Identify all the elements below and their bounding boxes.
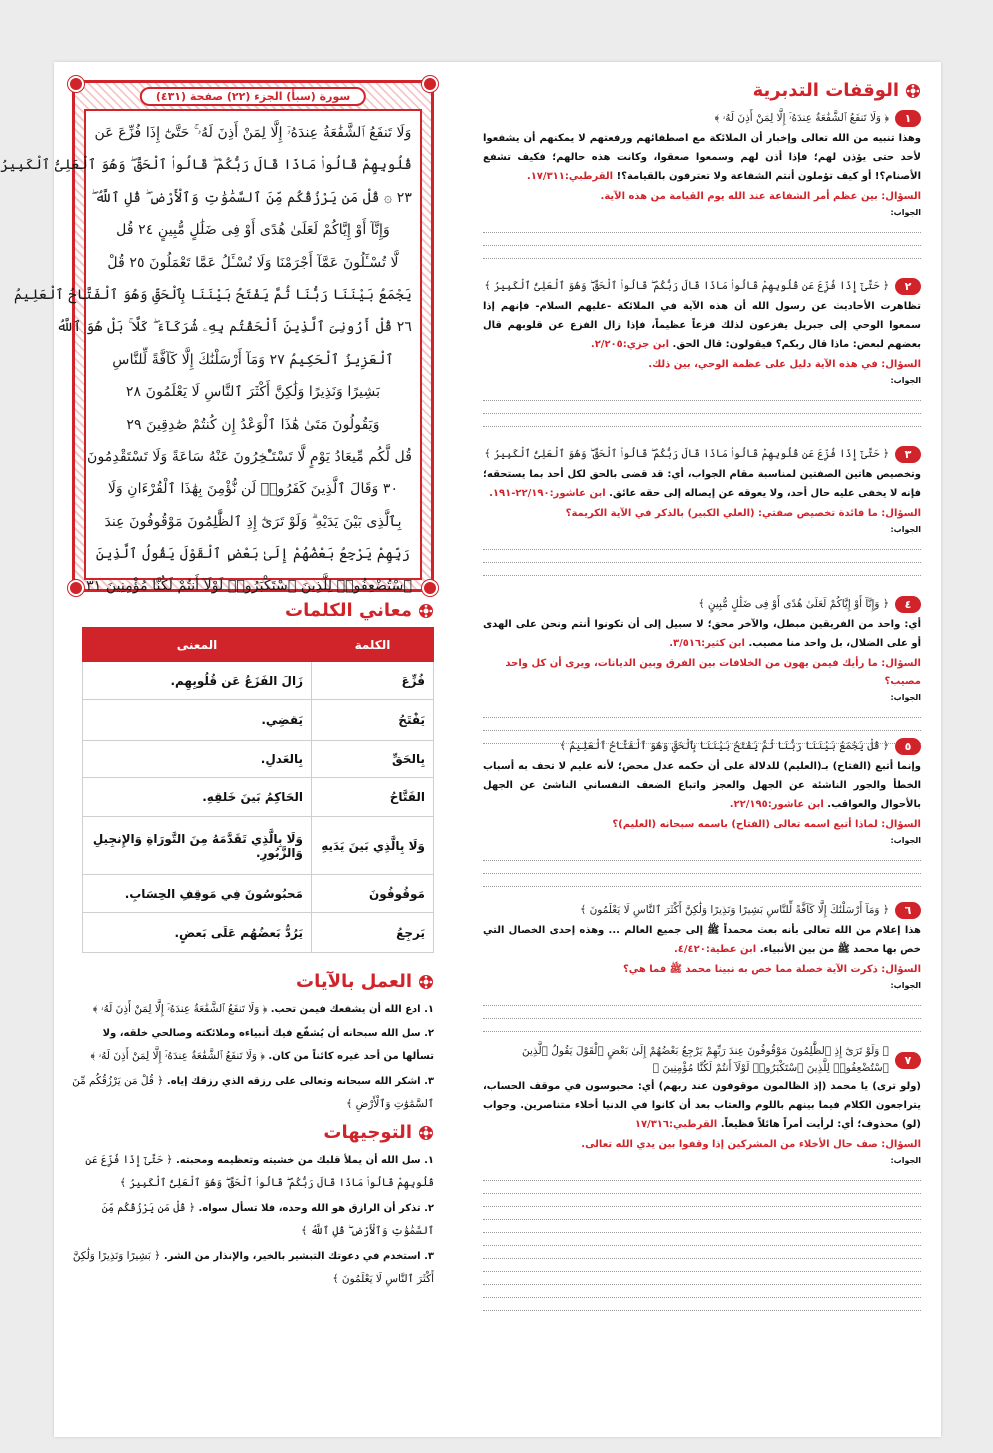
left-column <box>0 80 434 1293</box>
tadabbur-item <box>483 735 921 899</box>
page <box>0 62 941 1437</box>
list-item: ٢. سل الله سبحانه أن يُشفّع فيك أنبياءه وملائكته وصالحي خلقه، ولا تسألها من أحد غيره كائناً من كان. ﴿ وَلَا تَنفَعُ ٱلشَّفَٰعَةُ عِندَهُۥٓ إِلَّا لِمَنْ أَذِنَ لَهُۥ ﴾ <box>90 1028 434 1062</box>
list-item: ١. سل الله أن يملأ قلبك من خشيته وتعظيمه ومحبته. ﴿ حَتَّىٰٓ إِذَا فُزِّعَ عَن قُلُوبِهِمْ قَالُوا۟ مَاذَا قَالَ رَبُّكُمْ ۖ قَالُوا۟ ٱلْحَقَّ ۖ وَهُوَ ٱلْعَلِىُّ ٱلْكَبِيرُ ﴾ <box>85 1154 434 1189</box>
answer-line[interactable] <box>483 233 921 246</box>
meaning-cell: زَالَ الفَزَعُ عَن قُلُوبِهِم. <box>83 662 312 700</box>
answer-line[interactable] <box>483 1259 921 1272</box>
item-text: تظاهرت الأحاديث عن رسول الله أن هذه الآية في الملائكة -عليهم السلام- فإنهم إذا سمعوا الوحي إلى جبريل يفزعون لذلك فزعاً عظيماً، فإذا زال الفزع عن قلوبهم قال بعضهم لبعض: ماذا قال ربكم؟ فيقولون: قال الحق. ابن جزي:٢/٢٠٥. <box>483 301 921 350</box>
list-item: ٣. اشكر الله سبحانه وتعالى على رزقه الذي رزقك إياه. ﴿ قُلْ مَن يَرْزُقُكُم مِّنَ ٱلسَّمَٰوَٰتِ وَٱلْأَرْضِ ﴾ <box>72 1075 434 1110</box>
tawjihat-title: التوجيهات <box>72 1122 434 1143</box>
item-source: القرطبي:١٧/٣١٦ <box>634 1119 718 1130</box>
answer-line[interactable] <box>483 1207 921 1220</box>
list-ayah: ﴿ وَلَا تَنفَعُ ٱلشَّفَٰعَةُ عِندَهُۥٓ إِلَّا لِمَنْ أَذِنَ لَهُۥ ﴾ <box>90 1050 265 1062</box>
item-text: أي: واحد من الفريقين مبطل، والآخر محق؛ لا سبيل إلى أن تكونوا أنتم ونحن على الهدى أو على الضلال، بل واحد منا مصيب. ابن كثير:٣/٥١٦. <box>483 619 921 649</box>
list-ayah: ﴿ حَتَّىٰٓ إِذَا فُزِّعَ عَن قُلُوبِهِمْ قَالُوا۟ مَاذَا قَالَ رَبُّكُمْ ۖ قَالُوا۟ ٱلْحَقَّ ۖ وَهُوَ ٱلْعَلِىُّ ٱلْكَبِيرُ ﴾ <box>85 1154 434 1189</box>
item-text: هذا إعلام من الله تعالى بأنه بعث محمداً ﷺ إلى جميع العالم ... وهذه إحدى الخصال التي خص بها محمد ﷺ من بين الأنبياء. ابن عطية:٤/٤٢٠. <box>483 925 921 955</box>
answer-line[interactable] <box>483 1285 921 1298</box>
item-ayah: ﴿ وَإِنَّآ أَوْ إِيَّاكُمْ لَعَلَىٰ هُدًى أَوْ فِى ضَلَٰلٍ مُّبِينٍ ﴾ <box>698 597 889 610</box>
item-number: ٥ <box>895 738 921 755</box>
item-ayah: ﴿ حَتَّىٰٓ إِذَا فُزِّعَ عَن قُلُوبِهِمْ قَالُوا۟ مَاذَا قَالَ رَبُّكُمْ ۖ قَالُوا۟ ٱلْحَقَّ ۖ وَهُوَ ٱلْعَلِىُّ ٱلْكَبِيرُ ﴾ <box>484 279 889 292</box>
item-question: السؤال: لماذا أتبع اسمه تعالى (الفتاح) باسمه سبحانه (العليم)؟ <box>612 819 921 830</box>
answer-line[interactable] <box>483 1233 921 1246</box>
item-source: ابن عطية:٤/٤٢٠. <box>673 944 757 955</box>
mushaf-frame <box>0 80 434 595</box>
flower-icon <box>418 603 434 619</box>
answer-line[interactable] <box>483 874 921 887</box>
quran-line: لَّا تُسْـَٔلُونَ عَمَّآ أَجْرَمْنَا وَلَا نُسْـَٔلُ عَمَّا تَعْمَلُونَ ٢٥ قُلْ <box>107 254 399 271</box>
item-source: ابن عاشور:٢٢/١٩٠-١٩١. <box>489 488 606 499</box>
item-number: ٣ <box>895 446 921 463</box>
corner-ornament <box>68 580 84 596</box>
word-cell: مَوقُوفُونَ <box>312 875 434 913</box>
flower-icon <box>418 974 434 990</box>
answer-line[interactable] <box>483 537 921 550</box>
quran-line: ٢٣ ۞ قُلْ مَن يَرْزُقُكُم مِّنَ ٱلسَّمَٰوَٰتِ وَٱلْأَرْضِ ۖ قُلِ ٱللَّهُ ۖ <box>91 189 412 206</box>
mushaf-header: سورة (سبأ) الجزء (٢٢) صفحة (٤٣١) <box>140 87 366 106</box>
amal-title: العمل بالآيات <box>72 971 434 992</box>
table-row <box>83 913 434 953</box>
quran-line: ٱلْعَزِيزُ ٱلْحَكِيمُ ٢٧ وَمَآ أَرْسَلْنَٰكَ إِلَّا كَآفَّةً لِّلنَّاسِ <box>112 351 394 368</box>
quran-line: قُل لَّكُم مِّيعَادُ يَوْمٍ لَّا تَسْتَـْٔخِرُونَ عَنْهُ سَاعَةً وَلَا تَسْتَقْدِمُونَ <box>87 448 412 465</box>
item-text: وتخصيص هاتين الصفتين لمناسبة مقام الجواب، أي: قد قضى بالحق لكل أحد بما يستحقه؛ فإنه لا يخفى عليه حال أحد، ولا يعوقه عن إيصاله إلى حقه عائق. ابن عاشور:٢٢/١٩٠-١٩١. <box>483 469 921 499</box>
item-answer-label: الجواب: <box>890 525 921 534</box>
list-item: ٢. تذكر أن الرازق هو الله وحده، فلا تسأل سواه. ﴿ قُلْ مَن يَرْزُقُكُم مِّنَ ٱلسَّمَٰوَٰتِ وَٱلْأَرْضِ ۖ قُلِ ٱللَّهُ ﴾ <box>101 1202 434 1237</box>
item-answer-label: الجواب: <box>890 1156 921 1165</box>
answer-line[interactable] <box>483 1181 921 1194</box>
answer-line[interactable] <box>483 848 921 861</box>
item-question: السؤال: ما فائدة تخصيص صفتي: (العلي الكبير) بالذكر في الآية الكريمة؟ <box>565 508 921 519</box>
word-cell: يَرجِعُ <box>312 913 434 953</box>
answer-line[interactable] <box>483 388 921 401</box>
answer-line[interactable] <box>483 1194 921 1207</box>
item-ayah: ﴿ قُلْ يَجْمَعُ بَيْنَنَا رَبُّنَا ثُمَّ يَفْتَحُ بَيْنَنَا بِٱلْحَقِّ وَهُوَ ٱلْفَتَّاحُ ٱلْعَلِيمُ ﴾ <box>559 739 889 752</box>
meaning-cell: يَقضِي. <box>83 700 312 741</box>
quran-line: ٣٠ وَقَالَ ٱلَّذِينَ كَفَرُوا۟ لَن نُّؤْمِنَ بِهَٰذَا ٱلْقُرْءَانِ وَلَا <box>107 481 399 498</box>
item-ayah: ﴿ وَلَا تَنفَعُ ٱلشَّفَٰعَةُ عِندَهُۥٓ إِلَّا لِمَنْ أَذِنَ لَهُۥ ﴾ <box>714 111 889 124</box>
item-ayah: ﴿ وَلَوْ تَرَىٰٓ إِذِ ٱلظَّٰلِمُونَ مَوْقُوفُونَ عِندَ رَبِّهِمْ يَرْجِعُ بَعْضُهُمْ إِلَىٰ بَعْضٍ ٱلْقَوْلَ يَقُولُ ٱلَّذِينَ ٱسْتُضْعِفُوا۟ لِلَّذِينَ ٱسْتَكْبَرُوا۟ لَوْلَآ أَنتُمْ لَكُنَّا مُؤْمِنِينَ ﴾ <box>522 1045 889 1074</box>
quran-line: قُلُوبِهِمْ قَالُوا۟ مَاذَا قَالَ رَبُّكُمْ ۖ قَالُوا۟ ٱلْحَقَّ ۖ وَهُوَ ٱلْعَلِىُّ ٱلْكَبِيرُ <box>0 157 412 174</box>
item-question: السؤال: بين عظم أمر الشفاعة عند الله يوم القيامة من هذه الآية. <box>600 191 921 202</box>
word-cell: الفَتَّاحُ <box>312 778 434 817</box>
corner-ornament <box>422 76 438 92</box>
word-cell: وَلَا بِالَّذِي بَينَ يَدَيهِ <box>312 817 434 875</box>
meaning-cell: يَرُدُّ بَعضُهُم عَلَى بَعضٍ. <box>83 913 312 953</box>
answer-line[interactable] <box>483 1006 921 1019</box>
answer-line[interactable] <box>483 414 921 427</box>
table-row <box>83 662 434 700</box>
item-number: ٢ <box>895 278 921 295</box>
corner-ornament <box>422 580 438 596</box>
table-row <box>83 875 434 913</box>
answer-line[interactable] <box>483 550 921 563</box>
item-ayah: ﴿ حَتَّىٰٓ إِذَا فُزِّعَ عَن قُلُوبِهِمْ قَالُوا۟ مَاذَا قَالَ رَبُّكُمْ ۖ قَالُوا۟ ٱلْحَقَّ ۖ وَهُوَ ٱلْعَلِىُّ ٱلْكَبِيرُ ﴾ <box>484 447 889 460</box>
item-answer-label: الجواب: <box>890 208 921 217</box>
tadabbur-section <box>483 80 921 1343</box>
list-ayah: ﴿ قُلْ مَن يَرْزُقُكُم مِّنَ ٱلسَّمَٰوَٰتِ وَٱلْأَرْضِ ۖ قُلِ ٱللَّهُ ﴾ <box>101 1202 434 1237</box>
meaning-cell: وَلَا بِالَّذِي تَقَدَّمَهُ مِنَ التَّورَاةِ وَالإِنجِيلِ وَالزَّبُورِ. <box>83 817 312 875</box>
list-ayah: ﴿ قُلْ مَن يَرْزُقُكُم مِّنَ ٱلسَّمَٰوَٰتِ وَٱلْأَرْضِ ﴾ <box>72 1075 434 1110</box>
item-answer-label: الجواب: <box>890 836 921 845</box>
item-text: وإنما أتبع (الفتاح) بـ(العليم) للدلالة على أن حكمه عدل محض؛ لأنه عليم لا تحف به أسباب الخطأ والجور الناشئة عن الجهل والعجز واتباع الضعف النفساني الناشئ عن الجهل بالأحوال والعواقب. ابن عاشور:٢٢/١٩٥. <box>483 761 921 810</box>
flower-icon <box>418 1125 434 1141</box>
words-table <box>82 627 434 953</box>
table-row <box>83 700 434 741</box>
table-row <box>83 817 434 875</box>
meaning-cell: الحَاكِمُ بَينَ خَلقِهِ. <box>83 778 312 817</box>
answer-line[interactable] <box>483 705 921 718</box>
meaning-cell: مَحبُوسُونَ فِي مَوقِفِ الحِسَابِ. <box>83 875 312 913</box>
quran-line: وَلَا تَنفَعُ ٱلشَّفَٰعَةُ عِندَهُۥٓ إِلَّا لِمَنْ أَذِنَ لَهُۥ ۚ حَتَّىٰٓ إِذَا فُزِّعَ عَن <box>94 125 412 141</box>
tadabbur-item <box>483 593 921 735</box>
item-number: ٤ <box>895 596 921 613</box>
quran-line: يَجْمَعُ بَيْنَنَا رَبُّنَا ثُمَّ يَفْتَحُ بَيْنَنَا بِٱلْحَقِّ وَهُوَ ٱلْفَتَّاحُ ٱلْعَلِيمُ <box>13 286 412 303</box>
quran-line: وَإِنَّآ أَوْ إِيَّاكُمْ لَعَلَىٰ هُدًى أَوْ فِى ضَلَٰلٍ مُّبِينٍ ٢٤ قُل <box>116 222 390 239</box>
quran-line: بَشِيرًا وَنَذِيرًا وَلَٰكِنَّ أَكْثَرَ ٱلنَّاسِ لَا يَعْلَمُونَ ٢٨ <box>125 384 381 401</box>
answer-line[interactable] <box>483 993 921 1006</box>
word-cell: فُزِّعَ <box>312 662 434 700</box>
answer-line[interactable] <box>483 1272 921 1285</box>
item-question: السؤال: ما رأيك فيمن يهون من الخلافات بين الفرق وبين الديانات، ويرى أن كل واحد مصيب؟ <box>505 658 921 687</box>
item-number: ٦ <box>895 902 921 919</box>
quran-line: وَيَقُولُونَ مَتَىٰ هَٰذَا ٱلْوَعْدُ إِن كُنتُمْ صَٰدِقِينَ ٢٩ <box>126 416 380 433</box>
item-question: السؤال: ذكرت الآية خصلة مما خص به نبينا محمد ﷺ فما هي؟ <box>622 964 921 975</box>
answer-line[interactable] <box>483 861 921 874</box>
item-source: ابن عاشور:٢٢/١٩٥. <box>729 799 824 810</box>
answer-line[interactable] <box>483 1298 921 1311</box>
item-answer-label: الجواب: <box>890 376 921 385</box>
item-answer-label: الجواب: <box>890 981 921 990</box>
quran-line: ٱسْتُضْعِفُوا۟ لِلَّذِينَ ٱسْتَكْبَرُوا۟ لَوْلَآ أَنتُمْ لَكُنَّا مُؤْمِنِينَ ٣١ <box>86 578 412 595</box>
table-row <box>83 778 434 817</box>
item-text: وهذا تنبيه من الله تعالى وإخبار أن الملائكة مع اصطفائهم ورفعتهم لا يمكنهم أن يشفعوا لأحد حتى يؤذن لهم؛ فإذا أذن لهم وسمعوا صعقوا، وكانت هذه حالهم؛ فكيف تشفع الأصنام؟! أو كيف تؤملون أنتم الشفاعة ولا تعترفون بالقيامة؟! القرطبي:١٧/٣١١. <box>483 133 921 182</box>
answer-line[interactable] <box>483 220 921 233</box>
mushaf-text <box>0 109 422 595</box>
tadabbur-item <box>483 899 921 1043</box>
item-number: ١ <box>895 110 921 127</box>
quran-line: بِٱلَّذِى بَيْنَ يَدَيْهِ ۗ وَلَوْ تَرَىٰٓ إِذِ ٱلظَّٰلِمُونَ مَوْقُوفُونَ عِندَ <box>104 513 402 530</box>
list-ayah: ﴿ وَلَا تَنفَعُ ٱلشَّفَٰعَةُ عِندَهُۥٓ إِلَّا لِمَنْ أَذِنَ لَهُۥ ﴾ <box>92 1003 268 1015</box>
table-row <box>83 741 434 778</box>
words-title: معاني الكلمات <box>72 600 434 621</box>
item-number: ٧ <box>895 1052 921 1069</box>
item-source: ابن جزي:٢/٢٠٥. <box>590 339 670 350</box>
list-item: ٣. استخدم في دعوتك التبشير بالخير، والإنذار من الشر. ﴿ بَشِيرًا وَنَذِيرًا وَلَٰكِنَّ أَكْثَرَ ٱلنَّاسِ لَا يَعْلَمُونَ ﴾ <box>72 1250 434 1285</box>
quran-line: ٢٦ قُلْ أَرُونِىَ ٱلَّذِينَ أَلْحَقْتُم بِهِۦ شُرَكَآءَ ۖ كَلَّا ۚ بَلْ هُوَ ٱللَّهُ <box>56 319 412 336</box>
answer-line[interactable] <box>483 1220 921 1233</box>
item-source: ابن كثير:٣/٥١٦. <box>669 638 745 649</box>
flower-icon <box>905 83 921 99</box>
answer-line[interactable] <box>483 718 921 731</box>
answer-line[interactable] <box>483 401 921 414</box>
answer-line[interactable] <box>483 1168 921 1181</box>
item-text: (ولو ترى) يا محمد (إذ الظالمون موقوفون عند ربهم) أي: محبوسون في موقف الحساب، يتراجعون الكلام فيما بينهم باللوم والعتاب بعد أن كانوا في الدنيا أخلاء متناصرين. وجواب (لو) محذوف؛ أي: لرأيت أمراً هائلاً فظيعاً. القرطبي:١٧/٣١٦ <box>483 1081 921 1130</box>
tadabbur-item <box>483 1043 921 1343</box>
answer-line[interactable] <box>483 1246 921 1259</box>
word-cell: بِالحَقِّ <box>312 741 434 778</box>
tadabbur-item <box>483 443 921 593</box>
list-ayah: ﴿ بَشِيرًا وَنَذِيرًا وَلَٰكِنَّ أَكْثَرَ ٱلنَّاسِ لَا يَعْلَمُونَ ﴾ <box>72 1250 434 1285</box>
tadabbur-item <box>483 107 921 275</box>
word-cell: يَفْتَحُ <box>312 700 434 741</box>
tadabbur-item <box>483 275 921 443</box>
tadabbur-title: الوقفات التدبرية <box>483 80 921 101</box>
list-item: ١. ادع الله أن يشفعك فيمن تحب. ﴿ وَلَا تَنفَعُ ٱلشَّفَٰعَةُ عِندَهُۥٓ إِلَّا لِمَنْ أَذِنَ لَهُۥ ﴾ <box>92 1003 434 1015</box>
item-ayah: ﴿ وَمَآ أَرْسَلْنَٰكَ إِلَّا كَآفَّةً لِّلنَّاسِ بَشِيرًا وَنَذِيرًا وَلَٰكِنَّ أَكْثَرَ ٱلنَّاسِ لَا يَعْلَمُونَ ﴾ <box>580 903 889 916</box>
col-word-header: الكلمة <box>312 628 434 662</box>
item-source: القرطبي:١٧/٣١١. <box>526 171 614 182</box>
item-question: السؤال: في هذه الآية دليل على عظمة الوحي، بين ذلك. <box>648 359 921 370</box>
meaning-cell: بِالعَدلِ. <box>83 741 312 778</box>
corner-ornament <box>68 76 84 92</box>
quran-line: رَبِّهِمْ يَرْجِعُ بَعْضُهُمْ إِلَىٰ بَعْضٍ ٱلْقَوْلَ يَقُولُ ٱلَّذِينَ <box>95 546 411 563</box>
col-meaning-header: المعنى <box>83 628 312 662</box>
item-answer-label: الجواب: <box>890 693 921 702</box>
answer-line[interactable] <box>483 563 921 576</box>
item-question: السؤال: صف حال الأخلاء من المشركين إذا وقفوا بين يدي الله تعالى. <box>581 1139 921 1150</box>
answer-line[interactable] <box>483 246 921 259</box>
answer-line[interactable] <box>483 1019 921 1032</box>
